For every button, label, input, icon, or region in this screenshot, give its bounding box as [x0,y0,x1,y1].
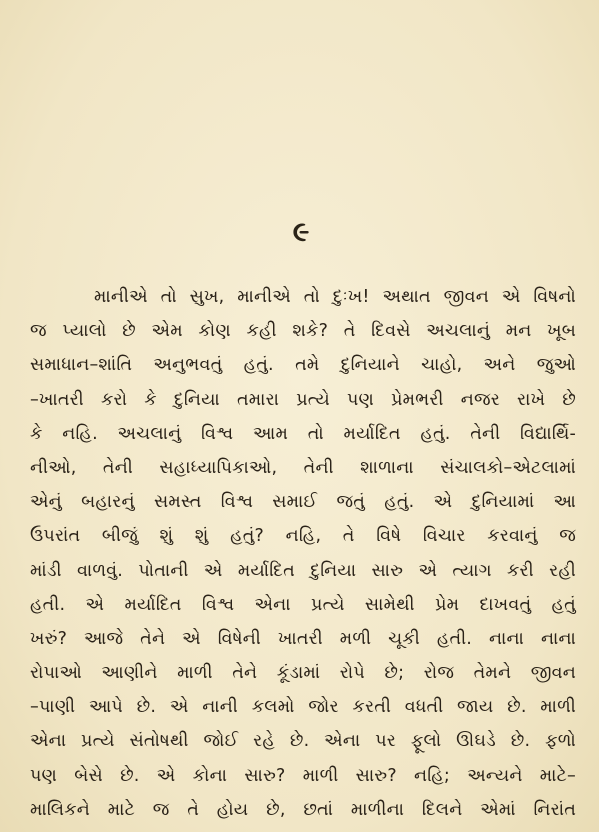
text-line: માલિકને માટે જ તે હોય છે, છતાં માળીના દિલને એમાં નિરાંત [30,799,576,820]
text-line: ઉપરાંત બીજું શું શું હતું? નહિ, તે વિષે વિચાર કરવાનું જ [30,526,576,547]
chapter-number: ૯ [292,215,310,248]
text-line: સમાધાન–શાંતિ અનુભવતું હતું. તમે દુનિયાને ચાહો, અને જુઓ [30,355,576,376]
text-line: –ખાતરી કરો કે દુનિયા તમારા પ્રત્યે પણ પ્રેમભરી નજર રાખે છે [30,389,576,410]
text-line: રોપાઓ આણીને માળી તેને કૂંડામાં રોપે છે; રોજ તેમને જીવન [30,663,576,684]
text-line: ખરું? આજે તેને એ વિષેની ખાતરી મળી ચૂકી હતી. નાના નાના [30,628,576,649]
body-paragraph [30,280,576,827]
text-line: પણ બેસે છે. એ કોના સારુ? માળી સારુ? નહિ; અન્યને માટે– [30,765,576,786]
text-line: માંડી વાળવું. પોતાની એ મર્યાદિત દુનિયા સારુ એ ત્યાગ કરી રહી [30,560,576,581]
text-line: એનું બહારનું સમસ્ત વિશ્વ સમાઈ જતું હતું. એ દુનિયામાં આ [30,492,576,513]
text-line: એના પ્રત્યે સંતોષથી જોઈ રહે છે. એના પર ફૂલો ઊઘડે છે. ફળો [30,731,576,752]
text-line: માનીએ તો સુખ, માનીએ તો દુઃખ! અથાત જીવન એ વિષનો [94,287,576,307]
text-line: નીઓ, તેની સહાધ્યાપિકાઓ, તેની શાળાના સંચાલકો–એટલામાં [30,457,576,478]
text-line: કે નહિ. અચલાનું વિશ્વ આમ તો મર્યાદિત હતું. તેની વિદ્યાર્થિ- [30,423,576,444]
text-line: હતી. એ મર્યાદિત વિશ્વ એના પ્રત્યે સામેથી પ્રેમ દાખવતું હતું [30,594,576,615]
text-line: જ પ્યાલો છે એમ કોણ કહી શકે? તે દિવસે અચલાનું મન ખૂબ [30,321,576,342]
text-line: –પાણી આપે છે. એ નાની કલમો જોર કરતી વધતી જાય છે. માળી [30,697,576,718]
